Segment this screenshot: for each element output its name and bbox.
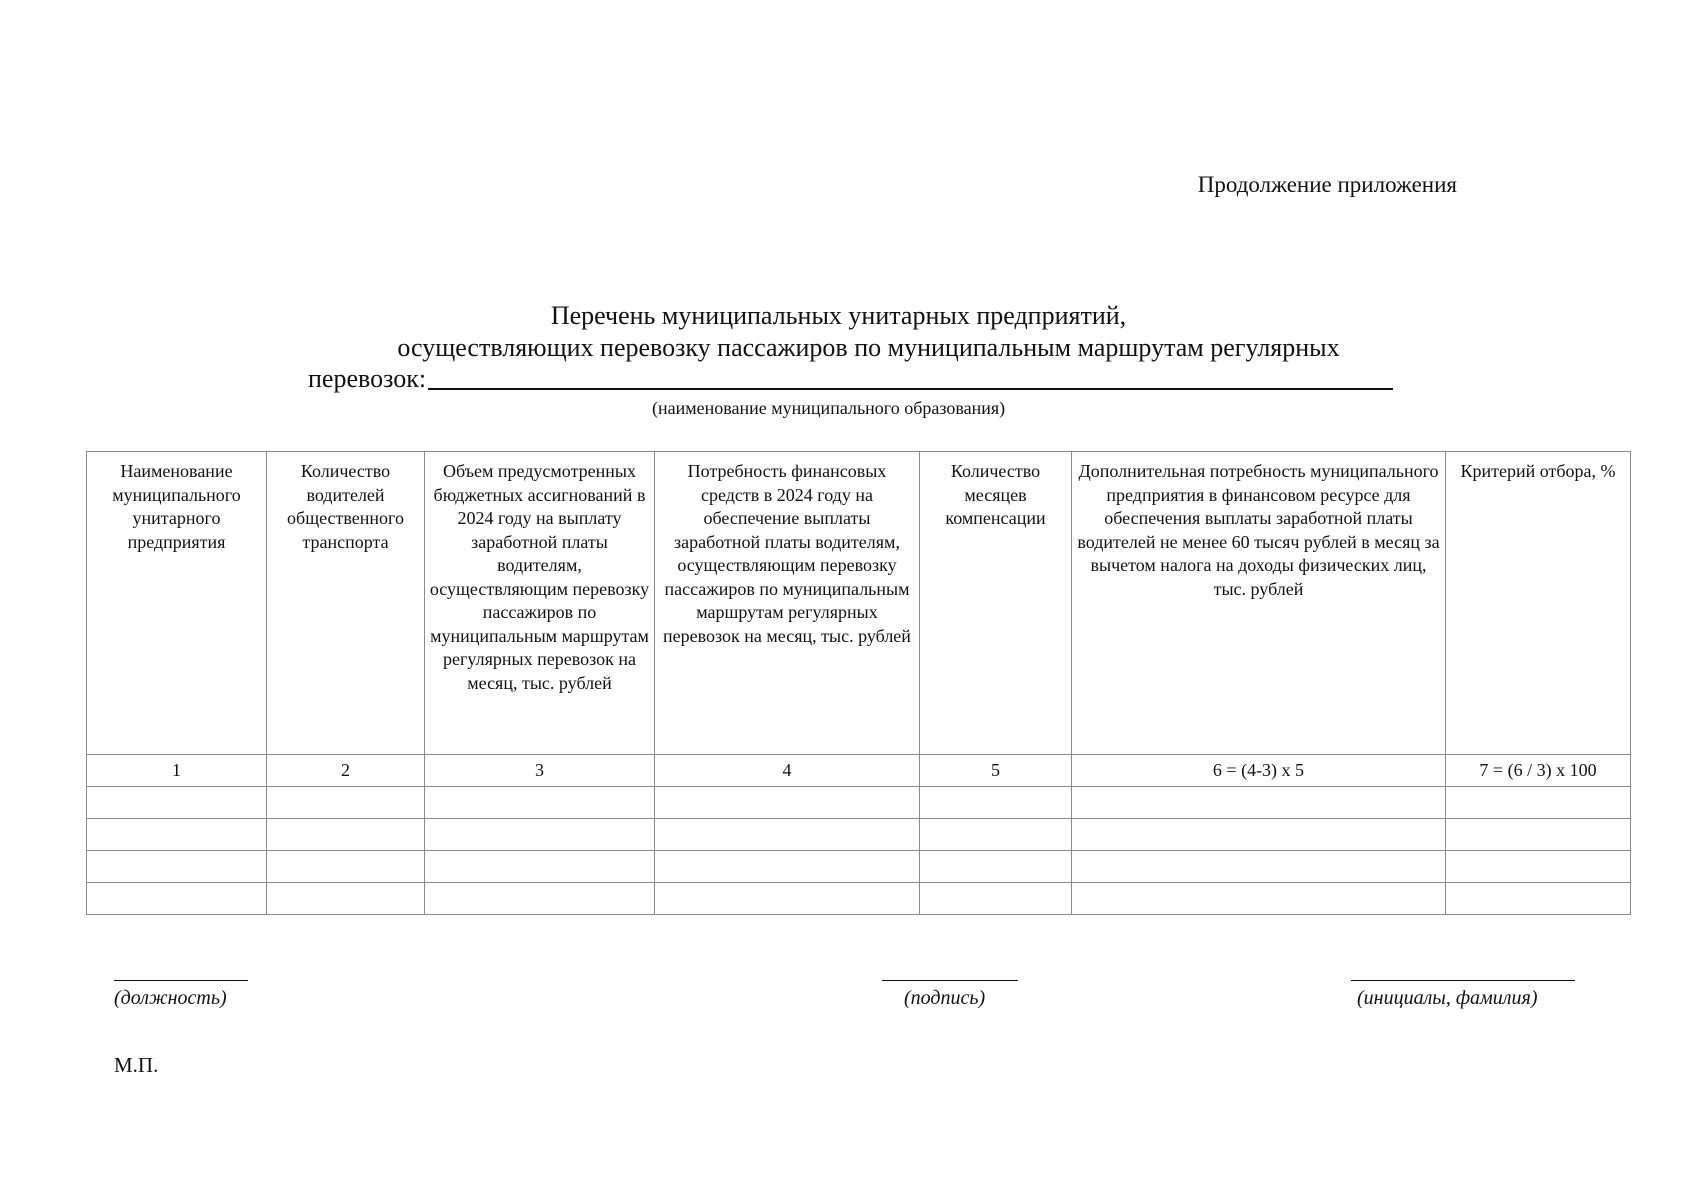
table-cell bbox=[1446, 787, 1631, 819]
table-cell bbox=[655, 851, 920, 883]
table-cell bbox=[1072, 787, 1446, 819]
enterprises-table bbox=[86, 451, 1631, 915]
table-cell bbox=[1072, 819, 1446, 851]
table-cell bbox=[655, 787, 920, 819]
signature-line bbox=[882, 980, 1018, 981]
column-number-cell: 3 bbox=[425, 755, 655, 787]
column-number-cell: 4 bbox=[655, 755, 920, 787]
header-cell: Наименование муниципального унитарного предприятия bbox=[87, 452, 267, 755]
table-cell bbox=[87, 819, 267, 851]
table-cell bbox=[920, 883, 1072, 915]
header-row bbox=[87, 452, 1631, 755]
signature-sign bbox=[882, 980, 1018, 1010]
column-number-cell: 7 = (6 / 3) x 100 bbox=[1446, 755, 1631, 787]
stamp-place: М.П. bbox=[114, 1053, 159, 1077]
table-cell bbox=[655, 819, 920, 851]
column-number-cell: 1 bbox=[87, 755, 267, 787]
table-row bbox=[87, 883, 1631, 915]
document-title bbox=[0, 300, 1697, 364]
signature-label: (подпись) bbox=[904, 987, 986, 1009]
table-cell bbox=[87, 883, 267, 915]
table-cell bbox=[267, 819, 425, 851]
table-cell bbox=[1072, 883, 1446, 915]
signature-line bbox=[1351, 980, 1575, 981]
header-cell: Дополнительная потребность муниципального предприятия в финансовом ресурсе для обеспечения выплаты заработной платы водителей не менее 60 тысяч рублей в месяц за вычетом налога на доходы физических лиц, тыс. рублей bbox=[1072, 452, 1446, 755]
table-cell bbox=[267, 787, 425, 819]
municipality-caption: (наименование муниципального образования) bbox=[652, 398, 1006, 418]
table-cell bbox=[1446, 819, 1631, 851]
municipality-name-blank bbox=[428, 362, 1393, 390]
column-number-cell: 2 bbox=[267, 755, 425, 787]
header-cell: Количество водителей общественного транспорта bbox=[267, 452, 425, 755]
header-cell: Количество месяцев компенсации bbox=[920, 452, 1072, 755]
table-row bbox=[87, 787, 1631, 819]
table-cell bbox=[425, 819, 655, 851]
signature-position bbox=[114, 980, 248, 1010]
column-number-cell: 6 = (4-3) x 5 bbox=[1072, 755, 1446, 787]
signature-line bbox=[114, 980, 248, 981]
column-number-row bbox=[87, 755, 1631, 787]
title-line-2: осуществляющих перевозку пассажиров по муниципальным маршрутам регулярных bbox=[397, 333, 1340, 362]
table-cell bbox=[1072, 851, 1446, 883]
signature-name bbox=[1351, 980, 1575, 1010]
table-row bbox=[87, 819, 1631, 851]
position-label: (должность) bbox=[114, 987, 227, 1009]
table-cell bbox=[425, 787, 655, 819]
table-cell bbox=[87, 787, 267, 819]
name-label: (инициалы, фамилия) bbox=[1357, 987, 1538, 1009]
table-cell bbox=[87, 851, 267, 883]
header-cell: Объем предусмотренных бюджетных ассигнований в 2024 году на выплату заработной платы водителям, осуществляющим перевозку пассажиров по муниципальным маршрутам регулярных перевозок на месяц, тыс. рублей bbox=[425, 452, 655, 755]
column-number-cell: 5 bbox=[920, 755, 1072, 787]
title-line-3 bbox=[308, 362, 1393, 395]
table-cell bbox=[920, 819, 1072, 851]
table-cell bbox=[655, 883, 920, 915]
title-line-1: Перечень муниципальных унитарных предприятий, bbox=[550, 301, 1127, 330]
table-cell bbox=[267, 851, 425, 883]
table-cell bbox=[425, 851, 655, 883]
table-cell bbox=[920, 851, 1072, 883]
table-cell bbox=[1446, 883, 1631, 915]
table-cell bbox=[920, 787, 1072, 819]
continuation-label: Продолжение приложения bbox=[1197, 172, 1457, 197]
title-line-3-text: перевозок: bbox=[308, 364, 427, 393]
table-row bbox=[87, 851, 1631, 883]
header-cell: Критерий отбора, % bbox=[1446, 452, 1631, 755]
table-cell bbox=[425, 883, 655, 915]
header-cell: Потребность финансовых средств в 2024 году на обеспечение выплаты заработной платы водителям, осуществляющим перевозку пассажиров по муниципальным маршрутам регулярных перевозок на месяц, тыс. рублей bbox=[655, 452, 920, 755]
table-cell bbox=[267, 883, 425, 915]
table-cell bbox=[1446, 851, 1631, 883]
